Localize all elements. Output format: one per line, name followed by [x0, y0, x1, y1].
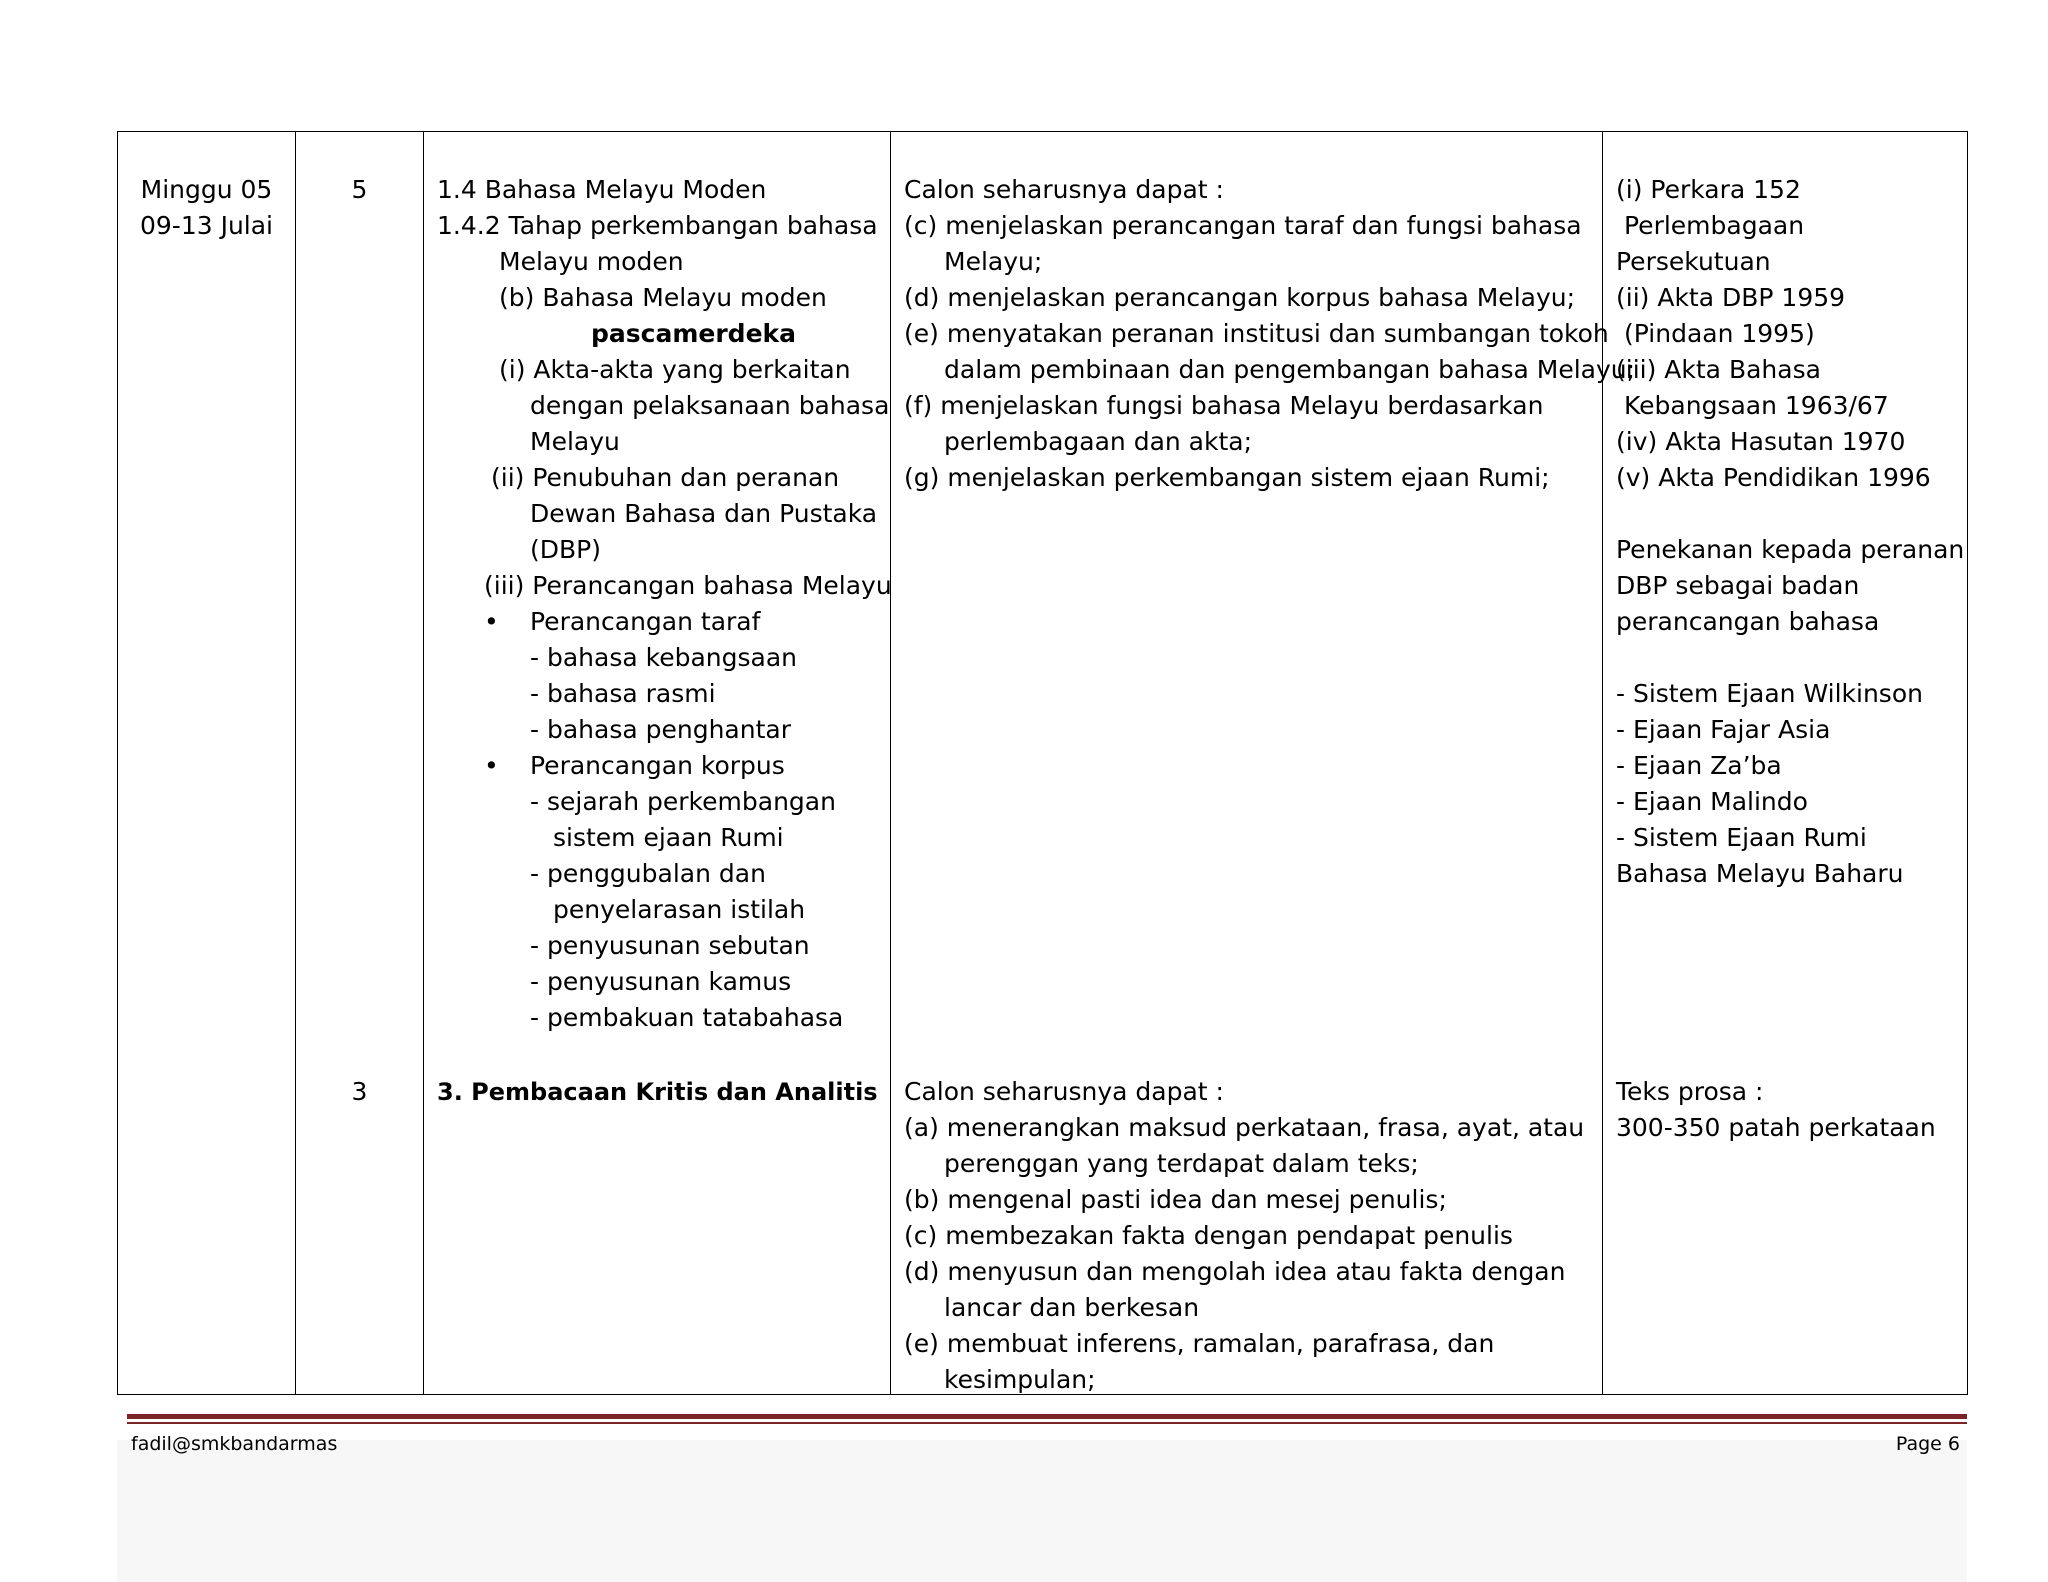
topic-line: - penyusunan sebutan [530, 931, 810, 960]
topic-heading-bold: 3. Pembacaan Kritis dan Analitis [437, 1078, 878, 1106]
footer-author: fadil@smkbandarmas [131, 1433, 338, 1455]
note-line: (v) Akta Pendidikan 1996 [1616, 463, 1931, 492]
outcome-line: Calon seharusnya dapat : [904, 1077, 1224, 1106]
note-line: (i) Perkara 152 [1616, 175, 1801, 204]
topic-line: (b) Bahasa Melayu moden [499, 283, 827, 312]
number-cell [296, 132, 424, 1395]
week-cell [118, 132, 296, 1395]
outcome-line: perenggan yang terdapat dalam teks; [944, 1149, 1419, 1178]
row2-number: 3 [351, 1077, 368, 1106]
bullet-icon: • [484, 607, 499, 636]
note-line: (iii) Akta Bahasa [1616, 355, 1821, 384]
outcome-line: perlembagaan dan akta; [944, 427, 1253, 456]
outcome-line: (a) menerangkan maksud perkataan, frasa, ayat, atau [904, 1113, 1585, 1142]
topic-line: 1.4 Bahasa Melayu Moden [437, 175, 767, 204]
topic-line: - bahasa rasmi [530, 679, 716, 708]
topic-line: (ii) Penubuhan dan peranan [491, 463, 840, 492]
topic-line: Dewan Bahasa dan Pustaka [530, 499, 878, 528]
footer-page-number: Page 6 [1895, 1433, 1960, 1455]
outcome-line: Melayu; [944, 247, 1043, 276]
outcome-line: (d) menjelaskan perancangan korpus bahasa Melayu; [904, 283, 1576, 312]
topic-line: (DBP) [530, 535, 601, 564]
note-line: (iv) Akta Hasutan 1970 [1616, 427, 1906, 456]
topic-line: Perancangan korpus [530, 751, 785, 780]
topic-line: - penyusunan kamus [530, 967, 792, 996]
topic-line: 1.4.2 Tahap perkembangan bahasa [437, 211, 878, 240]
note-line: - Sistem Ejaan Wilkinson [1616, 679, 1923, 708]
topic-line-bold: pascamerdeka [591, 319, 797, 348]
note-line: DBP sebagai badan [1616, 571, 1860, 600]
outcomes-cell [891, 132, 1636, 1395]
topic-line: Melayu [530, 427, 620, 456]
note-line: - Ejaan Za’ba [1616, 751, 1782, 780]
footer-rule-thin [127, 1422, 1967, 1424]
note-line: Persekutuan [1616, 247, 1771, 276]
topic-line: dengan pelaksanaan bahasa [530, 391, 890, 420]
outcome-line: (c) menjelaskan perancangan taraf dan fungsi bahasa [904, 211, 1582, 240]
table-row [118, 132, 1968, 1395]
topic-line: - sejarah perkembangan [530, 787, 836, 816]
outcome-line: (e) menyatakan peranan institusi dan sumbangan tokoh [904, 319, 1609, 348]
scheme-of-work-table [117, 131, 1968, 1395]
outcome-line: (g) menjelaskan perkembangan sistem ejaan Rumi; [904, 463, 1550, 492]
outcome-line: (d) menyusun dan mengolah idea atau fakta dengan [904, 1257, 1566, 1286]
topic-line: Perancangan taraf [530, 607, 761, 636]
topic-line: - bahasa penghantar [530, 715, 791, 744]
note-line: Perlembagaan [1624, 211, 1805, 240]
outcome-line: kesimpulan; [944, 1365, 1096, 1394]
note-line: Teks prosa : [1616, 1077, 1764, 1106]
topic-line: - bahasa kebangsaan [530, 643, 797, 672]
row1-number: 5 [351, 175, 368, 204]
topic-line: Melayu moden [499, 247, 684, 276]
topic-line: penyelarasan istilah [553, 895, 806, 924]
outcome-line: dalam pembinaan dan pengembangan bahasa Melayu; [944, 355, 1636, 384]
outcome-line: lancar dan berkesan [944, 1293, 1200, 1322]
outcome-line: (f) menjelaskan fungsi bahasa Melayu berdasarkan [904, 391, 1544, 420]
topic-cell [424, 132, 891, 1395]
note-line: 300-350 patah perkataan [1616, 1113, 1936, 1142]
page-bottom-shade [117, 1440, 1967, 1582]
week-label: Minggu 05 [140, 175, 273, 204]
week-dates: 09-13 Julai [139, 211, 274, 240]
topic-line: - penggubalan dan [530, 859, 766, 888]
outcome-line: (c) membezakan fakta dengan pendapat penulis [904, 1221, 1513, 1250]
bullet-icon: • [484, 751, 499, 780]
note-line: Kebangsaan 1963/67 [1624, 391, 1889, 420]
outcome-line: Calon seharusnya dapat : [904, 175, 1224, 204]
topic-line: - pembakuan tatabahasa [530, 1003, 844, 1032]
notes-cell [1603, 132, 1968, 1395]
footer-rule-thick [127, 1414, 1967, 1419]
outcome-line: (b) mengenal pasti idea dan mesej penulis; [904, 1185, 1447, 1214]
note-line: - Ejaan Fajar Asia [1616, 715, 1831, 744]
note-line: - Sistem Ejaan Rumi [1616, 823, 1867, 852]
topic-line: (i) Akta-akta yang berkaitan [499, 355, 851, 384]
note-line: (ii) Akta DBP 1959 [1616, 283, 1846, 312]
topic-line: sistem ejaan Rumi [553, 823, 784, 852]
topic-line: (iii) Perancangan bahasa Melayu [484, 571, 892, 600]
note-line: perancangan bahasa [1616, 607, 1880, 636]
note-line: Penekanan kepada peranan [1616, 535, 1965, 564]
note-line: - Ejaan Malindo [1616, 787, 1808, 816]
outcome-line: (e) membuat inferens, ramalan, parafrasa, dan [904, 1329, 1495, 1358]
note-line: Bahasa Melayu Baharu [1616, 859, 1904, 888]
note-line: (Pindaan 1995) [1624, 319, 1815, 348]
